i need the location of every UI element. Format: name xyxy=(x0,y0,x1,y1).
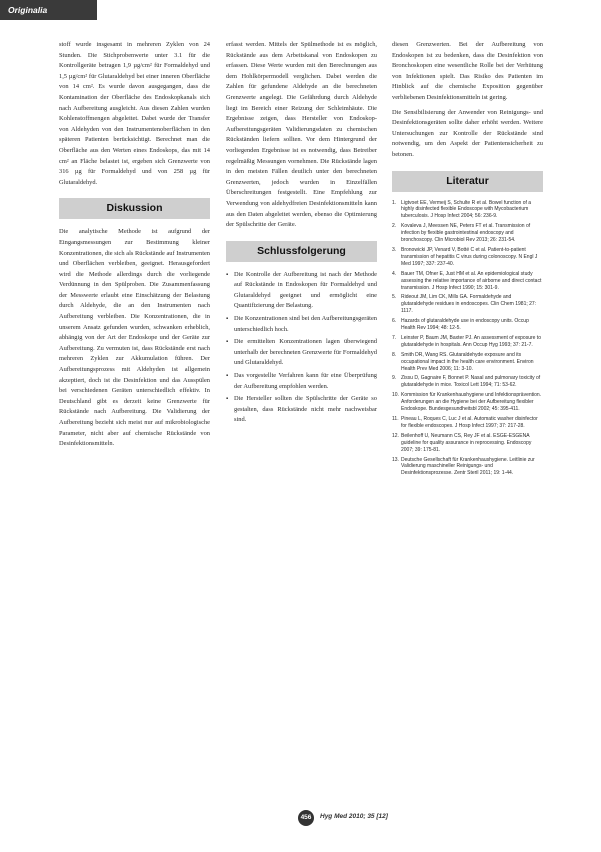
col2-paragraph-1: erfasst werden. Mittels der Spülmethode ist es möglich, Rückstände aus dem Arbeitskanal von Endoskopen zu erfassen. Diese Werte wurden mit den Berechnungen aus dem Hohlkörpermodell verglichen. Dabei werden die Zahlen für gefundene Aldehyde an die berechneten Grenzwerte angelegt. Die Gefährdung durch Aldehyde liegt im Bereich einer Reizung der Schleimhäute. Die Ergebnisse zeigen, dass Hersteller von Endoskop-Aufbereitungsgeräten Validierungsdaten zu chemischen Rückständen liefern sollten. Vor dem Hintergrund der vorliegenden Ergebnisse ist es notwendig, dass Betreiber regelmäßig Messungen vornehmen. Die Rückstände lagen in den meisten Fällen deutlich unter den berechneten Grenzwerten, jedoch wurden in Einzelfällen Überschreitungen festgestellt. Eine Empfehlung zur Verwendung von aldehydfreien Desinfektionsmitteln kann aus den Daten abgeleitet werden, ebenso die Optimierung der Spülschritte der Geräte. xyxy=(226,41,377,229)
column-3 xyxy=(392,40,543,792)
reference-text: Leinster P, Baum JM, Baxter PJ. An assessment of exposure to glutaraldehyde in hospitals. Ann Occup Hyg 1993; 37: 21-7. xyxy=(401,334,541,348)
reference-item: 5. Rideout JM, Lim CK, Mills GA. Formaldehyde and glutaraldehyde residues in endoscopes. Clin Chem 1981; 27: 1117. xyxy=(392,294,537,315)
section-label: Originalia xyxy=(8,5,48,15)
reference-text: Ligtvoet EE, Vermeij S, Schulte R et al. Bowel function of a highly disinfected flexible Endoscope with Mycobacterium tuberculosis. J Hosp Infect 2004; 56: 236-9. xyxy=(401,199,532,220)
list-item: ▪ Die ermittelten Konzentrationen lagen überwiegend unterhalb der berechneten Grenzwerte für Formaldehyd und Glutaraldehyd. xyxy=(226,337,377,369)
section-tab xyxy=(0,0,97,20)
col1-paragraph-2: Die analytische Methode ist aufgrund der Eingangsmessungen zur Bestimmung kleiner Konzentrationen, die sich als Rückstände auf Instrumenten und Oberflächen verbleiben, geeignet. Herausgefordert wird die Methode allerdings durch die vorliegende Verdünnung in den Spülproben. Die Zusammenfassung der Messwerte erlaubt eine Einschätzung der Belastung durch Aldehyde, die an den Instrumenten nach Aufbereitung verbleiben. Die Konzentrationen, die in unserem Ansatz gefunden wurden, schwanken erheblich, abhängig von der Art der Endoskope und der Geräte zur Aufbereitung. Zu vermuten ist, dass Rückstände erst nach mehreren Zyklen zur Akkumulation führen. Der Aufbereitungsprozess mit Aldehyden ist allgemein akzeptiert, doch ist die Desinfektion und das Ausspülen bei verschiedenen Geräten unterschiedlich effektiv. In Deutschland gibt es derzeit keine Grenzwerte für Rückstände nach Aufbereitung. Die Validierung der Aufbereitung bezieht sich meist nur auf mikrobiologische Parameter, nicht aber auf chemische Rückstände von Desinfektionsmitteln. xyxy=(59,228,210,448)
column-1 xyxy=(59,40,210,792)
col3-paragraph-2: Die Sensibilisierung der Anwender von Reinigungs- und Desinfektionsgeräten sollte daher erhöht werden. Weitere Untersuchungen zur Kontrolle der Rückstände sind notwendig, um den Aspekt der Patientensicherheit zu betonen. xyxy=(392,108,543,158)
reference-item: 8. Smith DR, Wang RS. Glutaraldehyde exposure and its occupational impact in the health care environment. Environ Health Prev Med 2006; 11: 3-10. xyxy=(392,351,534,372)
list-item: ▪ Die Hersteller sollten die Spülschritte der Geräte so gestalten, dass Rückstände nicht mehr nachweisbar sind. xyxy=(226,394,377,426)
reference-text: Pineau L, Roques C, Luc J et al. Automatic washer disinfector for flexible endoscopes. J Hosp Infect 1997; 37: 217-28. xyxy=(401,416,538,429)
reference-item: 9. Zissu D, Gagnaire F, Bonnet P. Nasal and pulmonary toxicity of glutaraldehyde in mice. Toxicol Lett 1994; 71: 53-62. xyxy=(392,375,541,389)
conclusion-list xyxy=(226,270,377,426)
reference-item: 11. Pineau L, Roques C, Luc J et al. Automatic washer disinfector for flexible endoscopes. J Hosp Infect 1997; 37: 217-28. xyxy=(392,416,538,429)
col1-paragraph-1: stoff wurde insgesamt in mehreren Zyklen von 24 Stunden. Die Stichprobenwerte unter 3.1 für die Kontrollgeräte betragen 1,9 µg/cm² für Formaldehyd und 1,5 µg/cm² für Glutaraldehyd bei einer inneren Oberfläche von 14 cm². Es wurde davon ausgegangen, dass die Kontamination der Oberfläche des Endoskopkanals sich nach Aufbereitung ausgleicht. Aus diesen Zahlen wurden Kohlenstoffmengen abgeleitet. Dabei wurde der Transfer von Aldehyden von den Instrumentenoberflächen in den späteren Patienten berücksichtigt. Berechnet man die Oberfläche aus den Werten eines Endoskops, das mit 14 cm² an Fläche belastet ist, ergeben sich Grenzwerte von 316 µg für Formaldehyd und von 258 µg für Glutaraldehyd. xyxy=(59,41,210,186)
list-item: ▪ Die Konzentrationen sind bei den Aufbereitungsgeräten unterschiedlich hoch. xyxy=(226,314,377,335)
reference-text: Deutsche Gesellschaft für Krankenhaushygiene. Leitlinie zur Validierung maschineller Reinigungs- und Desinfektionsprozesse. Zentr Steril 2011; 19: 1-44. xyxy=(401,456,535,477)
heading-references: Literatur xyxy=(392,171,543,192)
list-item: ▪ Das vorgestellte Verfahren kann für eine Überprüfung der Aufbereitung empfohlen werden. xyxy=(226,371,377,392)
reference-text: Hazards of glutaraldehyde use in endoscopy units. Occup Health Rev 1994; 48: 12-5. xyxy=(401,318,529,332)
page-footer xyxy=(0,808,601,828)
reference-text: Kommission für Krankenhaushygiene und Infektionsprävention. Anforderungen an die Hygiene bei der Aufbereitung flexibler Endoskope. Bundesgesundheitsbl 2002; 45: 395-411. xyxy=(401,392,542,413)
reference-text: Smith DR, Wang RS. Glutaraldehyde exposure and its occupational impact in the health care environment. Environ Health Prev Med 2006; 11: 3-10. xyxy=(401,351,534,372)
reference-item: 1. Ligtvoet EE, Vermeij S, Schulte R et al. Bowel function of a highly disinfected flexible Endoscope with Mycobacterium tuberculosis. J Hosp Infect 2004; 56: 236-9. xyxy=(392,199,532,220)
page-number: 456 xyxy=(300,814,312,821)
page-number-badge xyxy=(298,810,314,826)
reference-item: 2. Kovaleva J, Meessen NE, Peters FT et al. Transmission of infection by flexible gastrointestinal endoscopy and bronchoscopy. Clin Microbiol Rev 2013; 26: 231-54. xyxy=(392,223,531,244)
reference-item: 12. Beilenhoff U, Neumann CS, Rey JF et al. ESGE-ESGENA guideline for quality assurance in reprocessing. Endoscopy 2007; 39: 175-81. xyxy=(392,432,532,453)
reference-item: 3. Bronowicki JP, Venard V, Botté C et al. Patient-to-patient transmission of hepatitis C virus during colonoscopy. N Engl J Med 1997; 337: 237-40. xyxy=(392,246,538,267)
reference-item: 13. Deutsche Gesellschaft für Krankenhaushygiene. Leitlinie zur Validierung maschineller Reinigungs- und Desinfektionsprozesse. Zentr Steril 2011; 19: 1-44. xyxy=(392,456,535,477)
column-2 xyxy=(226,40,377,792)
reference-text: Rideout JM, Lim CK, Mills GA. Formaldehyde and glutaraldehyde residues in endoscopes. Clin Chem 1981; 27: 1117. xyxy=(401,294,537,315)
reference-text: Zissu D, Gagnaire F, Bonnet P. Nasal and pulmonary toxicity of glutaraldehyde in mice. Toxicol Lett 1994; 71: 53-62. xyxy=(401,375,541,389)
journal-citation: Hyg Med 2010; 35 [12] xyxy=(320,813,388,820)
reference-item: 4. Bauer TM, Ofner E, Just HM et al. An epidemiological study assessing the relative importance of airborne and direct contact transmission. J Hosp Infect 1990; 15: 301-9. xyxy=(392,270,542,291)
reference-item: 6. Hazards of glutaraldehyde use in endoscopy units. Occup Health Rev 1994; 48: 12-5. xyxy=(392,318,529,332)
col3-paragraph-1: diesen Grenzwerten. Bei der Aufbereitung von Endoskopen ist zu bedenken, dass die Desinfektion von Bronchoskopen eine wesentliche Rolle bei der Verhütung von Infektionen spielt. Das Risiko des Patienten im Hinblick auf die chemische Exposition gegenüber verbliebenen Desinfektionsmitteln ist gering. xyxy=(392,41,543,101)
reference-text: Bauer TM, Ofner E, Just HM et al. An epidemiological study assessing the relative importance of airborne and direct contact transmission. J Hosp Infect 1990; 15: 301-9. xyxy=(401,270,542,291)
reference-list xyxy=(392,200,543,478)
heading-conclusion: Schlussfolgerung xyxy=(226,241,377,262)
reference-text: Beilenhoff U, Neumann CS, Rey JF et al. ESGE-ESGENA guideline for quality assurance in reprocessing. Endoscopy 2007; 39: 175-81. xyxy=(401,432,532,453)
reference-item: 7. Leinster P, Baum JM, Baxter PJ. An assessment of exposure to glutaraldehyde in hospitals. Ann Occup Hyg 1993; 37: 21-7. xyxy=(392,334,541,348)
list-item: ▪ Die Kontrolle der Aufbereitung ist nach der Methode auf Rückstände in Endoskopen für Formaldehyd und Glutaraldehyd geeignet und ermöglicht eine Quantifizierung der Belastung. xyxy=(226,270,377,312)
reference-text: Kovaleva J, Meessen NE, Peters FT et al. Transmission of infection by flexible gastrointestinal endoscopy and bronchoscopy. Clin Microbiol Rev 2013; 26: 231-54. xyxy=(401,223,531,244)
reference-item: 10. Kommission für Krankenhaushygiene und Infektionsprävention. Anforderungen an die Hygiene bei der Aufbereitung flexibler Endoskope. Bundesgesundheitsbl 2002; 45: 395-411. xyxy=(392,392,542,413)
reference-text: Bronowicki JP, Venard V, Botté C et al. Patient-to-patient transmission of hepatitis C virus during colonoscopy. N Engl J Med 1997; 337: 237-40. xyxy=(401,246,538,267)
heading-discussion: Diskussion xyxy=(59,198,210,219)
